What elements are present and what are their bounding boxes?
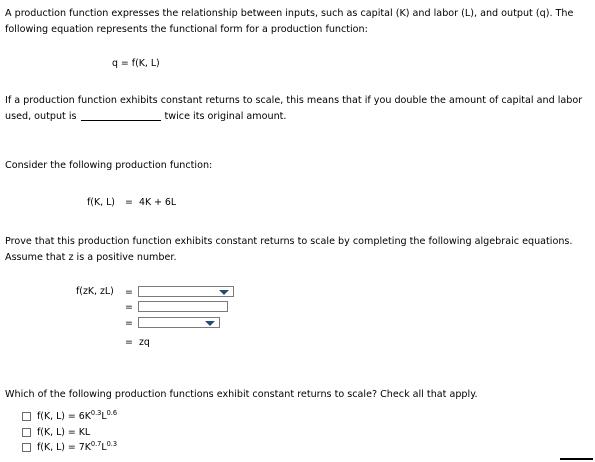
option-row-3[interactable]	[22, 442, 117, 453]
given-function-eq: =	[125, 197, 133, 208]
crs-question-line-2	[5, 109, 590, 125]
prove-line-2: Assume that z is a positive number.	[5, 251, 177, 263]
option-row-1[interactable]	[22, 411, 117, 422]
chevron-down-icon	[205, 321, 215, 326]
crs-question-line-1: If a production function exhibits constant returns to scale, this means that if you double the amount of capital and labor	[5, 95, 583, 106]
bottom-divider	[560, 458, 593, 460]
algebra-final-value: zq	[139, 337, 150, 348]
crs-question	[5, 93, 590, 124]
algebra-dropdown-2[interactable]	[138, 317, 220, 328]
intro-line-1: A production function expresses the relationship between inputs, such as capital (K) and labor (L), and output (q). The	[5, 8, 574, 19]
crs-question-after: twice its original amount.	[164, 110, 287, 122]
chevron-down-icon	[219, 290, 229, 295]
algebra-eq-final: =	[125, 337, 133, 348]
algebra-eq-3: =	[125, 318, 133, 329]
option-checkbox-1[interactable]	[22, 412, 31, 421]
option-label-3: f(K, $L) = 7K^{0.7}L^{0.3}$	[37, 440, 118, 453]
option-checkbox-2[interactable]	[22, 428, 31, 437]
intro-line-2: following equation represents the functional form for a production function:	[5, 23, 368, 35]
prove-line-1: Prove that this production function exhibits constant returns to scale by completing the following algebraic equations.	[5, 236, 573, 247]
option-label-1: f(K, $L) = 6K^{0.3}L^{0.6}$	[37, 409, 118, 422]
option-checkbox-3[interactable]	[22, 443, 31, 452]
consider-text: Consider the following production function:	[5, 160, 213, 171]
crs-question-before: used, output is	[5, 110, 77, 122]
algebra-lhs: f(zK, zL)	[76, 286, 114, 297]
intro-paragraph	[5, 6, 590, 37]
algebra-dropdown-1[interactable]	[138, 286, 234, 297]
option-label-2: f(K, L) = KL	[37, 427, 91, 438]
algebra-eq-1: =	[125, 287, 133, 298]
given-function-lhs: f(K, L)	[87, 197, 115, 208]
algebra-eq-2: =	[125, 302, 133, 313]
prove-paragraph	[5, 234, 590, 265]
crs-answer-blank[interactable]	[81, 110, 161, 121]
checkall-question: Which of the following production functions exhibit constant returns to scale? Check all that apply.	[5, 389, 478, 400]
algebra-answer-box[interactable]	[138, 301, 228, 312]
option-row-2[interactable]	[22, 427, 90, 438]
given-function-rhs: 4K + 6L	[139, 197, 177, 208]
general-equation: q = f(K, L)	[112, 58, 160, 69]
